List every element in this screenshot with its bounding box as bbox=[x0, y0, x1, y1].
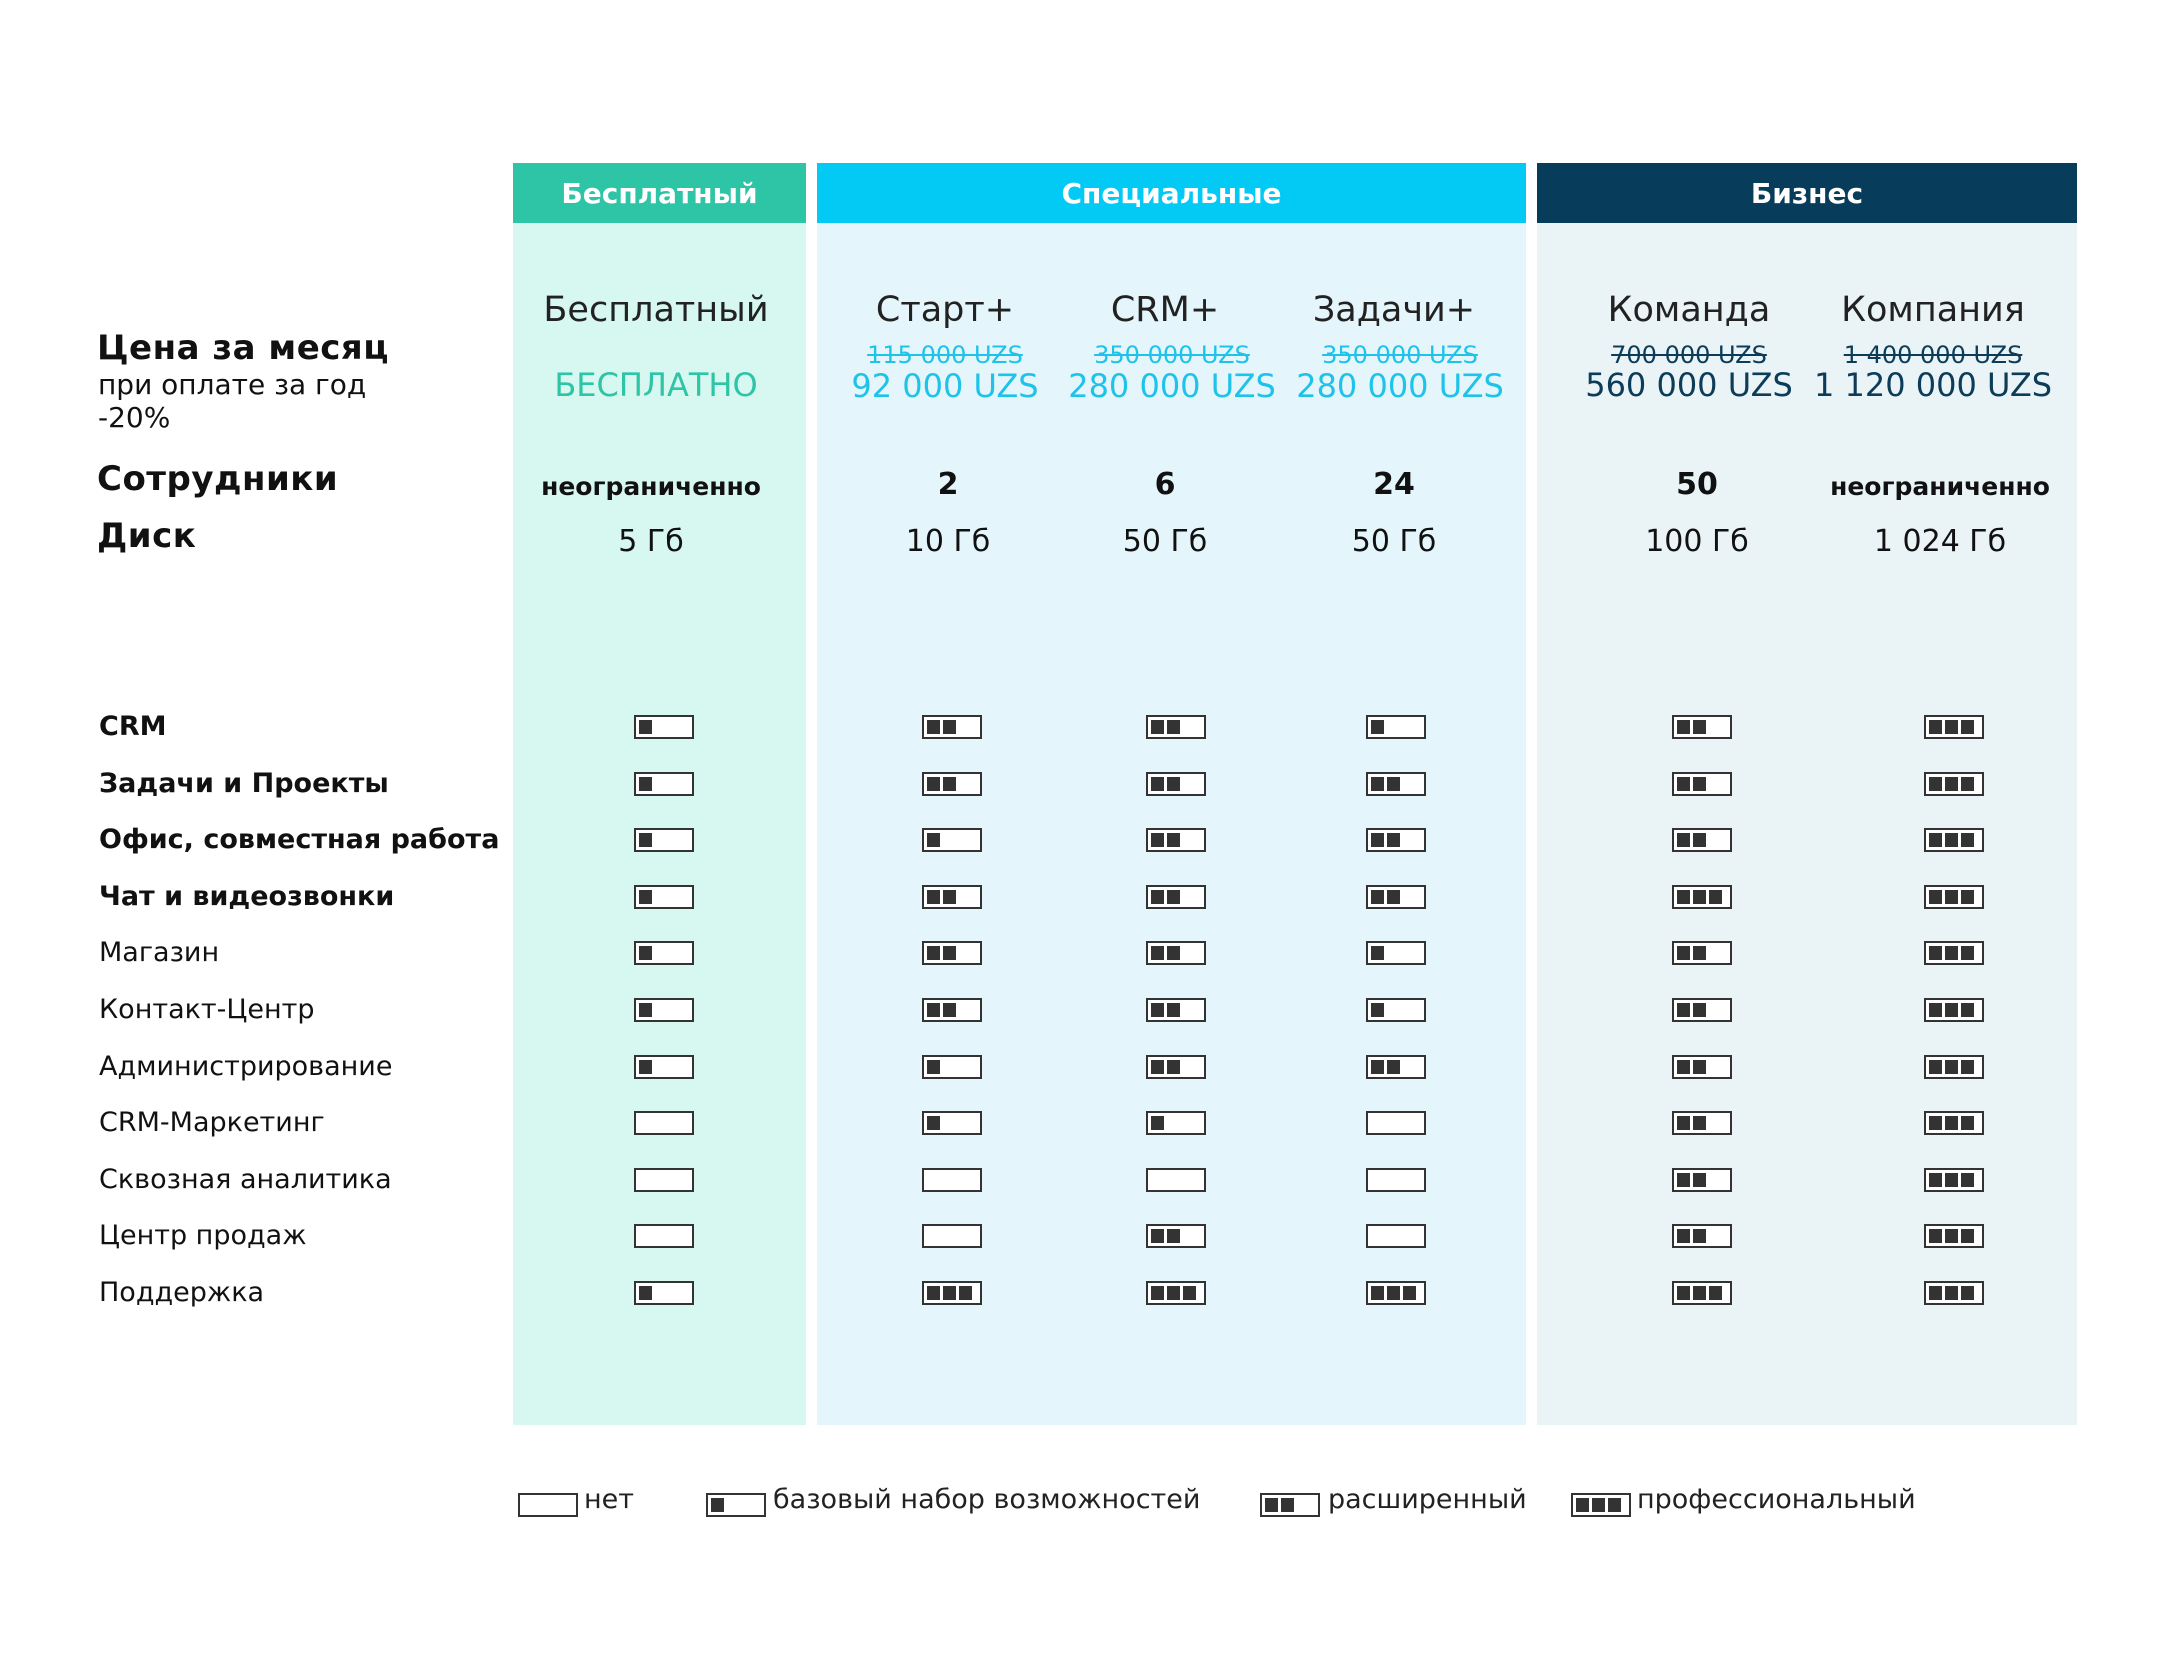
level-segment bbox=[1929, 833, 1942, 847]
feature-level-indicator bbox=[1146, 1281, 1206, 1305]
level-segment bbox=[927, 720, 940, 734]
feature-level-indicator bbox=[1924, 1111, 1984, 1135]
level-segment bbox=[927, 1003, 940, 1017]
level-segment bbox=[1167, 777, 1180, 791]
feature-level-indicator bbox=[1672, 1111, 1732, 1135]
level-segment bbox=[1929, 1173, 1942, 1187]
feature-level-indicator bbox=[1366, 1168, 1426, 1192]
level-segment bbox=[1677, 890, 1690, 904]
feature-level-indicator bbox=[1672, 998, 1732, 1022]
feature-level-indicator bbox=[1366, 998, 1426, 1022]
level-segment bbox=[1693, 1229, 1706, 1243]
plan-name: Команда bbox=[1607, 290, 1771, 330]
legend-label: профессиональный bbox=[1637, 1484, 1916, 1515]
feature-level-indicator bbox=[634, 1055, 694, 1079]
feature-level-indicator bbox=[1366, 941, 1426, 965]
level-segment bbox=[927, 1060, 940, 1074]
level-segment bbox=[639, 1003, 652, 1017]
disk-label: Диск bbox=[97, 516, 197, 556]
level-segment bbox=[1693, 1173, 1706, 1187]
price-title: Цена за месяц bbox=[97, 328, 389, 368]
level-segment bbox=[1265, 1498, 1278, 1512]
plan-employees: 6 bbox=[1154, 467, 1176, 502]
feature-level-indicator bbox=[1366, 1224, 1426, 1248]
price-subtitle: при оплате за год bbox=[98, 368, 367, 401]
level-segment bbox=[1961, 1116, 1974, 1130]
level-segment bbox=[1387, 890, 1400, 904]
level-segment bbox=[1167, 833, 1180, 847]
level-segment bbox=[1387, 833, 1400, 847]
feature-level-indicator bbox=[1924, 828, 1984, 852]
feature-level-indicator bbox=[922, 1055, 982, 1079]
feature-level-indicator bbox=[922, 1281, 982, 1305]
level-segment bbox=[639, 720, 652, 734]
plan-old-price: 350 000 UZS bbox=[1094, 341, 1250, 369]
level-segment bbox=[1151, 1116, 1164, 1130]
feature-level-indicator bbox=[1924, 772, 1984, 796]
level-segment bbox=[1183, 1286, 1196, 1300]
plan-price: 280 000 UZS bbox=[1296, 367, 1504, 405]
level-segment bbox=[1167, 720, 1180, 734]
feature-level-indicator bbox=[634, 1281, 694, 1305]
level-segment bbox=[1576, 1498, 1589, 1512]
level-segment bbox=[927, 1116, 940, 1130]
level-segment bbox=[1677, 1173, 1690, 1187]
feature-label: Чат и видеозвонки bbox=[99, 880, 395, 912]
feature-level-indicator bbox=[1366, 828, 1426, 852]
level-segment bbox=[1961, 1173, 1974, 1187]
legend-indicator bbox=[518, 1493, 578, 1517]
level-segment bbox=[639, 777, 652, 791]
level-segment bbox=[639, 1286, 652, 1300]
feature-label: Центр продаж bbox=[99, 1220, 307, 1252]
plan-price: 92 000 UZS bbox=[851, 367, 1039, 405]
feature-level-indicator bbox=[1924, 885, 1984, 909]
employees-label: Сотрудники bbox=[97, 459, 339, 499]
group-header-special: Специальные bbox=[817, 163, 1526, 223]
feature-level-indicator bbox=[1672, 885, 1732, 909]
level-segment bbox=[1709, 1286, 1722, 1300]
level-segment bbox=[1677, 946, 1690, 960]
level-segment bbox=[1151, 1003, 1164, 1017]
plan-price: 1 120 000 UZS bbox=[1813, 366, 2053, 404]
feature-level-indicator bbox=[1366, 715, 1426, 739]
level-segment bbox=[1371, 890, 1384, 904]
feature-level-indicator bbox=[1924, 998, 1984, 1022]
legend-label: нет bbox=[584, 1484, 634, 1515]
feature-level-indicator bbox=[1146, 998, 1206, 1022]
level-segment bbox=[927, 833, 940, 847]
feature-level-indicator bbox=[1672, 1055, 1732, 1079]
level-segment bbox=[943, 720, 956, 734]
feature-level-indicator bbox=[1366, 1111, 1426, 1135]
feature-level-indicator bbox=[1924, 1055, 1984, 1079]
plan-price: БЕСПЛАТНО bbox=[554, 366, 758, 404]
feature-level-indicator bbox=[1146, 1168, 1206, 1192]
feature-level-indicator bbox=[634, 828, 694, 852]
plan-name: Компания bbox=[1841, 290, 2025, 330]
level-segment bbox=[1929, 1060, 1942, 1074]
level-segment bbox=[1677, 833, 1690, 847]
plan-employees: неограниченно bbox=[541, 472, 761, 501]
feature-level-indicator bbox=[922, 998, 982, 1022]
level-segment bbox=[1929, 946, 1942, 960]
feature-level-indicator bbox=[634, 941, 694, 965]
level-segment bbox=[1693, 946, 1706, 960]
feature-level-indicator bbox=[634, 1224, 694, 1248]
level-segment bbox=[639, 946, 652, 960]
level-segment bbox=[1693, 1003, 1706, 1017]
level-segment bbox=[1945, 1286, 1958, 1300]
plan-old-price: 115 000 UZS bbox=[867, 341, 1023, 369]
feature-level-indicator bbox=[1366, 1055, 1426, 1079]
feature-level-indicator bbox=[1146, 772, 1206, 796]
level-segment bbox=[1945, 1229, 1958, 1243]
level-segment bbox=[1961, 1060, 1974, 1074]
feature-label: Администрирование bbox=[99, 1050, 393, 1082]
level-segment bbox=[1961, 1229, 1974, 1243]
level-segment bbox=[1167, 1286, 1180, 1300]
level-segment bbox=[1961, 833, 1974, 847]
feature-level-indicator bbox=[1146, 715, 1206, 739]
plan-employees: неограниченно bbox=[1830, 472, 2050, 501]
plan-employees: 24 bbox=[1373, 467, 1415, 502]
level-segment bbox=[1945, 777, 1958, 791]
level-segment bbox=[1151, 777, 1164, 791]
level-segment bbox=[1945, 890, 1958, 904]
level-segment bbox=[1945, 1060, 1958, 1074]
feature-level-indicator bbox=[922, 941, 982, 965]
legend-indicator bbox=[1571, 1493, 1631, 1517]
feature-level-indicator bbox=[1924, 1224, 1984, 1248]
level-segment bbox=[1167, 1229, 1180, 1243]
level-segment bbox=[1403, 1286, 1416, 1300]
feature-label: CRM-Маркетинг bbox=[99, 1107, 325, 1139]
feature-label: Поддержка bbox=[99, 1277, 265, 1308]
plan-disk: 10 Гб bbox=[905, 524, 991, 559]
level-segment bbox=[1929, 890, 1942, 904]
feature-level-indicator bbox=[1146, 1111, 1206, 1135]
feature-level-indicator bbox=[1146, 1224, 1206, 1248]
level-segment bbox=[959, 1286, 972, 1300]
feature-level-indicator bbox=[1146, 828, 1206, 852]
feature-level-indicator bbox=[634, 772, 694, 796]
feature-level-indicator bbox=[922, 772, 982, 796]
feature-level-indicator bbox=[1672, 715, 1732, 739]
level-segment bbox=[927, 1286, 940, 1300]
plan-old-price: 1 400 000 UZS bbox=[1843, 341, 2023, 369]
feature-level-indicator bbox=[1672, 1281, 1732, 1305]
level-segment bbox=[1945, 833, 1958, 847]
feature-level-indicator bbox=[1366, 1281, 1426, 1305]
level-segment bbox=[1281, 1498, 1294, 1512]
level-segment bbox=[1961, 946, 1974, 960]
level-segment bbox=[1945, 1173, 1958, 1187]
level-segment bbox=[639, 890, 652, 904]
feature-level-indicator bbox=[1672, 1224, 1732, 1248]
plan-disk: 50 Гб bbox=[1351, 524, 1437, 559]
level-segment bbox=[927, 777, 940, 791]
level-segment bbox=[1151, 1229, 1164, 1243]
level-segment bbox=[1929, 1286, 1942, 1300]
level-segment bbox=[1677, 1116, 1690, 1130]
group-header-free: Бесплатный bbox=[513, 163, 806, 223]
plan-price: 280 000 UZS bbox=[1068, 367, 1276, 405]
level-segment bbox=[1371, 1060, 1384, 1074]
level-segment bbox=[1371, 1286, 1384, 1300]
level-segment bbox=[1693, 1286, 1706, 1300]
feature-level-indicator bbox=[1146, 941, 1206, 965]
legend-label: расширенный bbox=[1328, 1484, 1527, 1515]
plan-disk: 5 Гб bbox=[618, 524, 684, 559]
level-segment bbox=[1929, 1116, 1942, 1130]
feature-level-indicator bbox=[634, 998, 694, 1022]
level-segment bbox=[1709, 890, 1722, 904]
level-segment bbox=[943, 1003, 956, 1017]
level-segment bbox=[1677, 1286, 1690, 1300]
feature-level-indicator bbox=[1924, 941, 1984, 965]
level-segment bbox=[1945, 1003, 1958, 1017]
level-segment bbox=[1371, 833, 1384, 847]
feature-level-indicator bbox=[1146, 885, 1206, 909]
level-segment bbox=[927, 890, 940, 904]
plan-old-price: 350 000 UZS bbox=[1322, 341, 1478, 369]
level-segment bbox=[711, 1498, 724, 1512]
feature-label: Контакт-Центр bbox=[99, 994, 315, 1025]
level-segment bbox=[927, 946, 940, 960]
level-segment bbox=[1961, 1286, 1974, 1300]
feature-level-indicator bbox=[1924, 1281, 1984, 1305]
level-segment bbox=[1945, 946, 1958, 960]
feature-label: Задачи и Проекты bbox=[99, 767, 389, 799]
level-segment bbox=[943, 1286, 956, 1300]
level-segment bbox=[1371, 777, 1384, 791]
level-segment bbox=[1961, 1003, 1974, 1017]
level-segment bbox=[1371, 720, 1384, 734]
plan-disk: 1 024 Гб bbox=[1873, 524, 2007, 559]
level-segment bbox=[1961, 777, 1974, 791]
feature-level-indicator bbox=[922, 1111, 982, 1135]
level-segment bbox=[943, 777, 956, 791]
level-segment bbox=[1677, 1060, 1690, 1074]
level-segment bbox=[1693, 890, 1706, 904]
legend-indicator bbox=[706, 1493, 766, 1517]
level-segment bbox=[1608, 1498, 1621, 1512]
feature-level-indicator bbox=[1672, 772, 1732, 796]
level-segment bbox=[1387, 777, 1400, 791]
level-segment bbox=[1677, 720, 1690, 734]
feature-label: Магазин bbox=[99, 937, 220, 969]
level-segment bbox=[1167, 946, 1180, 960]
level-segment bbox=[1693, 1116, 1706, 1130]
level-segment bbox=[1945, 720, 1958, 734]
level-segment bbox=[1929, 1003, 1942, 1017]
level-segment bbox=[1167, 1060, 1180, 1074]
level-segment bbox=[1929, 777, 1942, 791]
level-segment bbox=[1151, 720, 1164, 734]
feature-level-indicator bbox=[634, 1111, 694, 1135]
level-segment bbox=[1371, 946, 1384, 960]
legend-indicator bbox=[1260, 1493, 1320, 1517]
plan-name: CRM+ bbox=[1110, 290, 1220, 330]
feature-level-indicator bbox=[1672, 941, 1732, 965]
level-segment bbox=[1387, 1286, 1400, 1300]
level-segment bbox=[639, 1060, 652, 1074]
level-segment bbox=[1693, 720, 1706, 734]
plan-name: Задачи+ bbox=[1312, 290, 1476, 330]
feature-level-indicator bbox=[634, 715, 694, 739]
level-segment bbox=[1167, 890, 1180, 904]
level-segment bbox=[1961, 890, 1974, 904]
feature-level-indicator bbox=[634, 1168, 694, 1192]
feature-level-indicator bbox=[922, 715, 982, 739]
level-segment bbox=[1929, 720, 1942, 734]
feature-label: Офис, совместная работа bbox=[99, 824, 500, 856]
level-segment bbox=[1693, 777, 1706, 791]
plan-disk: 100 Гб bbox=[1645, 524, 1749, 559]
feature-level-indicator bbox=[1366, 885, 1426, 909]
plan-name: Старт+ bbox=[875, 290, 1015, 330]
level-segment bbox=[1677, 777, 1690, 791]
price-discount: -20% bbox=[98, 401, 171, 434]
plan-disk: 50 Гб bbox=[1122, 524, 1208, 559]
feature-level-indicator bbox=[1672, 1168, 1732, 1192]
level-segment bbox=[943, 946, 956, 960]
feature-level-indicator bbox=[634, 885, 694, 909]
feature-level-indicator bbox=[1366, 772, 1426, 796]
plan-name: Бесплатный bbox=[543, 290, 769, 330]
feature-level-indicator bbox=[922, 1224, 982, 1248]
level-segment bbox=[1151, 890, 1164, 904]
level-segment bbox=[1693, 833, 1706, 847]
level-segment bbox=[1677, 1003, 1690, 1017]
level-segment bbox=[1929, 1229, 1942, 1243]
plan-employees: 50 bbox=[1676, 467, 1718, 502]
level-segment bbox=[1371, 1003, 1384, 1017]
level-segment bbox=[1151, 1286, 1164, 1300]
level-segment bbox=[639, 833, 652, 847]
feature-level-indicator bbox=[922, 828, 982, 852]
feature-level-indicator bbox=[922, 885, 982, 909]
feature-level-indicator bbox=[922, 1168, 982, 1192]
legend-label: базовый набор возможностей bbox=[773, 1484, 1201, 1515]
level-segment bbox=[1387, 1060, 1400, 1074]
level-segment bbox=[943, 890, 956, 904]
plan-old-price: 700 000 UZS bbox=[1611, 341, 1767, 369]
plan-employees: 2 bbox=[937, 467, 959, 502]
level-segment bbox=[1151, 833, 1164, 847]
level-segment bbox=[1151, 946, 1164, 960]
level-segment bbox=[1592, 1498, 1605, 1512]
level-segment bbox=[1693, 1060, 1706, 1074]
level-segment bbox=[1167, 1003, 1180, 1017]
level-segment bbox=[1677, 1229, 1690, 1243]
feature-label: Сквозная аналитика bbox=[99, 1163, 392, 1195]
feature-label: CRM bbox=[99, 711, 167, 742]
feature-level-indicator bbox=[1924, 715, 1984, 739]
feature-level-indicator bbox=[1924, 1168, 1984, 1192]
level-segment bbox=[1151, 1060, 1164, 1074]
group-header-business: Бизнес bbox=[1537, 163, 2077, 223]
level-segment bbox=[1945, 1116, 1958, 1130]
plan-price: 560 000 UZS bbox=[1585, 366, 1793, 404]
feature-level-indicator bbox=[1672, 828, 1732, 852]
feature-level-indicator bbox=[1146, 1055, 1206, 1079]
level-segment bbox=[1961, 720, 1974, 734]
